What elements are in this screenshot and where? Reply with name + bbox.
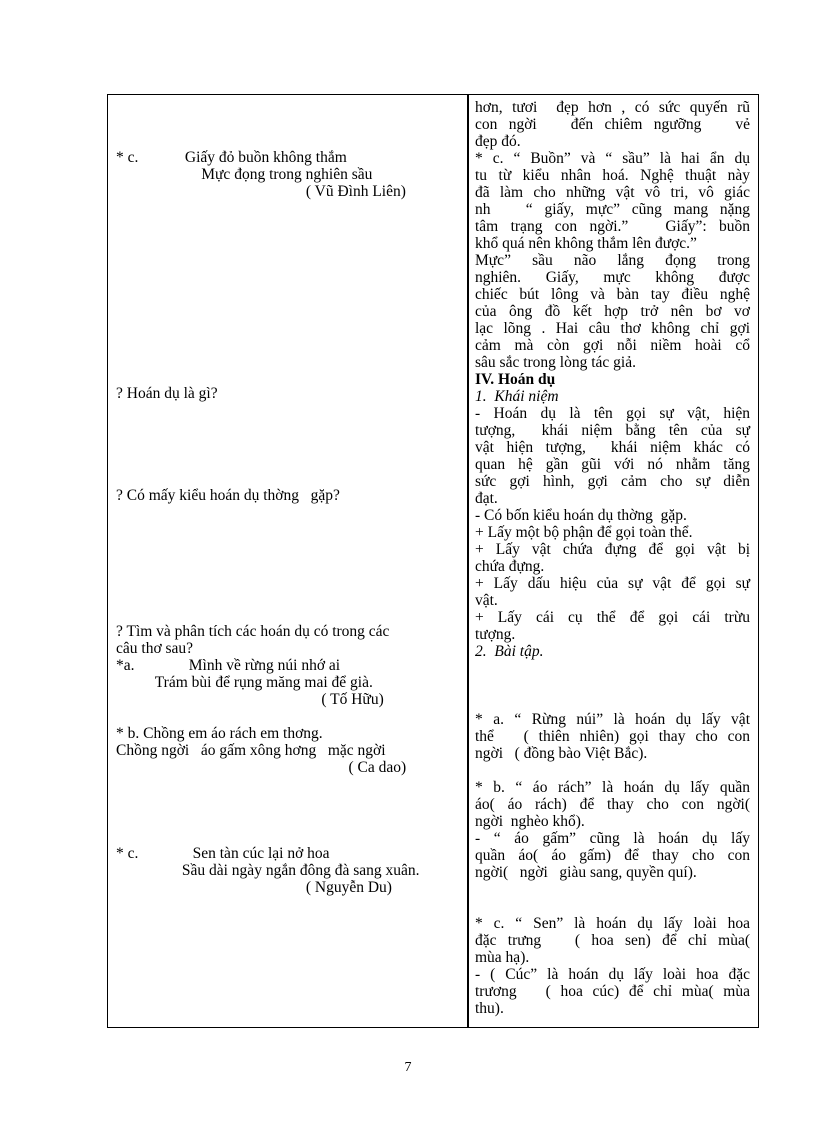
answer-line: đã làm cho những vật vô tri, vô giác xyxy=(475,184,750,201)
question-line: * b. Chồng em áo rách em thơng. xyxy=(116,725,323,742)
content-table xyxy=(107,94,759,1028)
answer-line: lạc lõng . Hai câu thơ không chỉ gợi xyxy=(475,320,750,337)
question-line: Trám bùi để rụng măng mai để già. xyxy=(116,674,373,691)
answer-line: quan hệ gần gũi với nó nhằm tăng xyxy=(475,456,750,473)
answer-line: đặc trưng ( hoa sen) để chỉ mùa( xyxy=(475,932,750,949)
answer-line: - ( Cúc” là hoán dụ lấy loài hoa đặc xyxy=(475,966,750,983)
answer-line: ngời( ngời giàu sang, quyền quí). xyxy=(475,864,697,881)
answer-line: + Lấy vật chứa đựng để gọi vật bị xyxy=(475,541,750,558)
page-number: 7 xyxy=(404,1060,412,1075)
question-line: ( Vũ Đình Liên) xyxy=(116,183,406,200)
answer-line: tượng, khái niệm bằng tên của sự xyxy=(475,422,750,439)
column-divider xyxy=(467,95,469,1027)
answer-line: sức gợi hình, gợi cảm cho sự diễn xyxy=(475,473,750,490)
answer-line: vật hiện tượng, khái niệm khác có xyxy=(475,439,750,456)
answer-line: đẹp đó. xyxy=(475,133,521,150)
answer-line: trương ( hoa cúc) để chỉ mùa( mùa xyxy=(475,983,750,1000)
answer-line: nh “ giấy, mực” cũng mang nặng xyxy=(475,201,750,218)
answer-line: chiếc bút lông và bàn tay điều nghệ xyxy=(475,286,750,303)
question-line: ? Có mấy kiểu hoán dụ thờng gặp? xyxy=(116,487,340,504)
answer-line: * c. “ Buồn” và “ sầu” là hai ẩn dụ xyxy=(475,150,750,167)
answer-line: thu). xyxy=(475,1000,504,1017)
answer-line: nghiên. Giấy, mực không được xyxy=(475,269,750,286)
question-line: ? Hoán dụ là gì? xyxy=(116,385,218,402)
question-line: Mực đọng trong nghiên sầu xyxy=(116,166,373,183)
answer-line: vật. xyxy=(475,592,498,609)
question-line: * c. Giấy đỏ buồn không thắm xyxy=(116,149,347,166)
answer-line: hơn, tươi đẹp hơn , có sức quyến rũ xyxy=(475,99,750,116)
question-line: *a. Mình về rừng núi nhớ ai xyxy=(116,657,341,674)
question-line: ( Ca dao) xyxy=(116,759,407,776)
answer-line: * b. “ áo rách” là hoán dụ lấy quần xyxy=(475,779,750,796)
answer-line: tâm trạng con ngời.” Giấy”: buồn xyxy=(475,218,750,235)
answer-line: + Lấy dấu hiệu của sự vật để gọi sự xyxy=(475,575,750,592)
answer-line: + Lấy một bộ phận để gọi toàn thể. xyxy=(475,524,693,541)
question-line: ? Tìm và phân tích các hoán dụ có trong các xyxy=(116,623,390,640)
answer-line: quần áo( áo gấm) để thay cho con xyxy=(475,847,750,864)
answer-line: * c. “ Sen” là hoán dụ lấy loài hoa xyxy=(475,915,750,932)
answer-line: tu từ kiểu nhân hoá. Nghệ thuật này xyxy=(475,167,750,184)
answer-line: 2. Bài tập. xyxy=(475,643,544,660)
question-line: ( Nguyễn Du) xyxy=(116,879,392,896)
answer-line: - Có bốn kiểu hoán dụ thờng gặp. xyxy=(475,507,687,524)
answer-line: chứa đựng. xyxy=(475,558,545,575)
answer-line: áo( áo rách) để thay cho con ngời( xyxy=(475,796,750,813)
answer-line: - “ áo gấm” cũng là hoán dụ lấy xyxy=(475,830,750,847)
answer-line: ngời ( đồng bào Việt Bắc). xyxy=(475,745,648,762)
answer-line: * a. “ Rừng núi” là hoán dụ lấy vật xyxy=(475,711,750,728)
question-line: Sầu dài ngày ngắn đông đà sang xuân. xyxy=(116,862,420,879)
answer-line: sâu sắc trong lòng tác giả. xyxy=(475,354,636,371)
answer-line: khổ quá nên không thắm lên được.” xyxy=(475,235,697,252)
question-line: Chồng ngời áo gấm xông hơng mặc ngời xyxy=(116,742,386,759)
question-line: ( Tố Hữu) xyxy=(116,691,384,708)
answer-line: + Lấy cái cụ thể để gọi cái trừu xyxy=(475,609,750,626)
answer-line: tượng. xyxy=(475,626,516,643)
question-line: câu thơ sau? xyxy=(116,640,194,657)
answer-line: đạt. xyxy=(475,490,498,507)
answer-line: 1. Khái niệm xyxy=(475,388,559,405)
answer-line: IV. Hoán dụ xyxy=(475,371,556,388)
answer-line: mùa hạ). xyxy=(475,949,530,966)
answer-line: thể ( thiên nhiên) gọi thay cho con xyxy=(475,728,750,745)
answer-line: của ông đồ kết hợp trở nên bơ vơ xyxy=(475,303,750,320)
answer-line: - Hoán dụ là tên gọi sự vật, hiện xyxy=(475,405,750,422)
answer-line: cảm mà còn gợi nỗi niềm hoài cổ xyxy=(475,337,750,354)
answer-line: Mực” sầu não lắng đọng trong xyxy=(475,252,750,269)
answer-line: con ngời đến chiêm ngưỡng vẻ xyxy=(475,116,750,133)
question-line: * c. Sen tàn cúc lại nở hoa xyxy=(116,845,330,862)
answer-line: ngời nghèo khổ). xyxy=(475,813,585,830)
